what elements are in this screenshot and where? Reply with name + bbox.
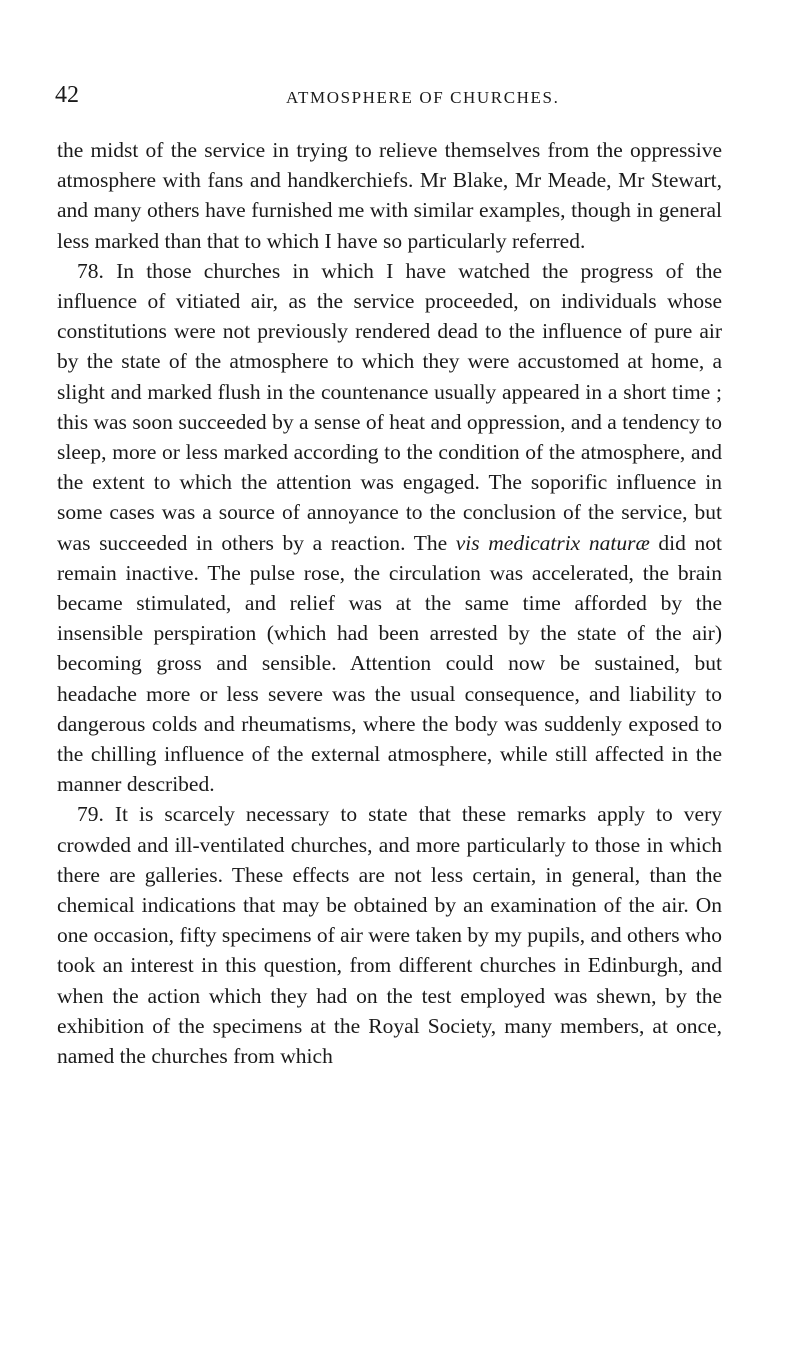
paragraph-continuation: the midst of the service in trying to relieve themselves from the oppressive atmosphere with fans and handkerchiefs. Mr Blake, Mr Meade, Mr Stewart, and many others have furnished me with similar examples, though in general less marked than that to which I have so particularly referred. [57, 138, 722, 253]
running-head: ATMOSPHERE OF CHURCHES. [286, 88, 560, 107]
page-number: 42 [55, 82, 79, 108]
paragraph-79: 79. It is scarcely necessary to state that these remarks apply to very crowded and ill-ventilated churches, and more particularly to those in which there are galleries. These effects are not less certain, in general, than the chemical indications that may be obtained by an examination of the air. On one occasion, fifty specimens of air were taken by my pupils, and others who took an interest in this question, from different churches in Edinburgh, and when the action which they had on the test employed was shewn, by the exhibition of the specimens at the Royal Society, many members, at once, named the churches from which [57, 802, 722, 1069]
latin-phrase: vis medicatrix naturæ [455, 530, 650, 555]
page-header [55, 82, 755, 112]
paragraph-78 [57, 256, 722, 800]
paragraph-78-text-a: 78. In those churches in which I have watched the progress of the influence of vitiated air, as the service proceeded, on individuals whose constitutions were not previously rendered dead to the influence of pure air by the state of the atmosphere to which they were accustomed at home, a slight and marked flush in the countenance usually appeared in a short time ; this was soon succeeded by a sense of heat and oppression, and a tendency to sleep, more or less marked according to the condition of the atmosphere, and the extent to which the attention was engaged. The soporific influence in some cases was a source of annoyance to the conclusion of the service, but was succeeded in others by a reaction. The [57, 258, 722, 555]
paragraph-78-text-b: did not remain inactive. The pulse rose, the circulation was accelerated, the brain became stimulated, and relief was at the same time afforded by the insensible perspiration (which had been arrested by the state of the air) becoming gross and sensible. Attention could now be sustained, but headache more or less severe was the usual consequence, and liability to dangerous colds and rheumatisms, where the body was suddenly exposed to the chilling influence of the external atmosphere, while still affected in the manner described. [57, 530, 722, 797]
body-text [57, 135, 722, 1071]
